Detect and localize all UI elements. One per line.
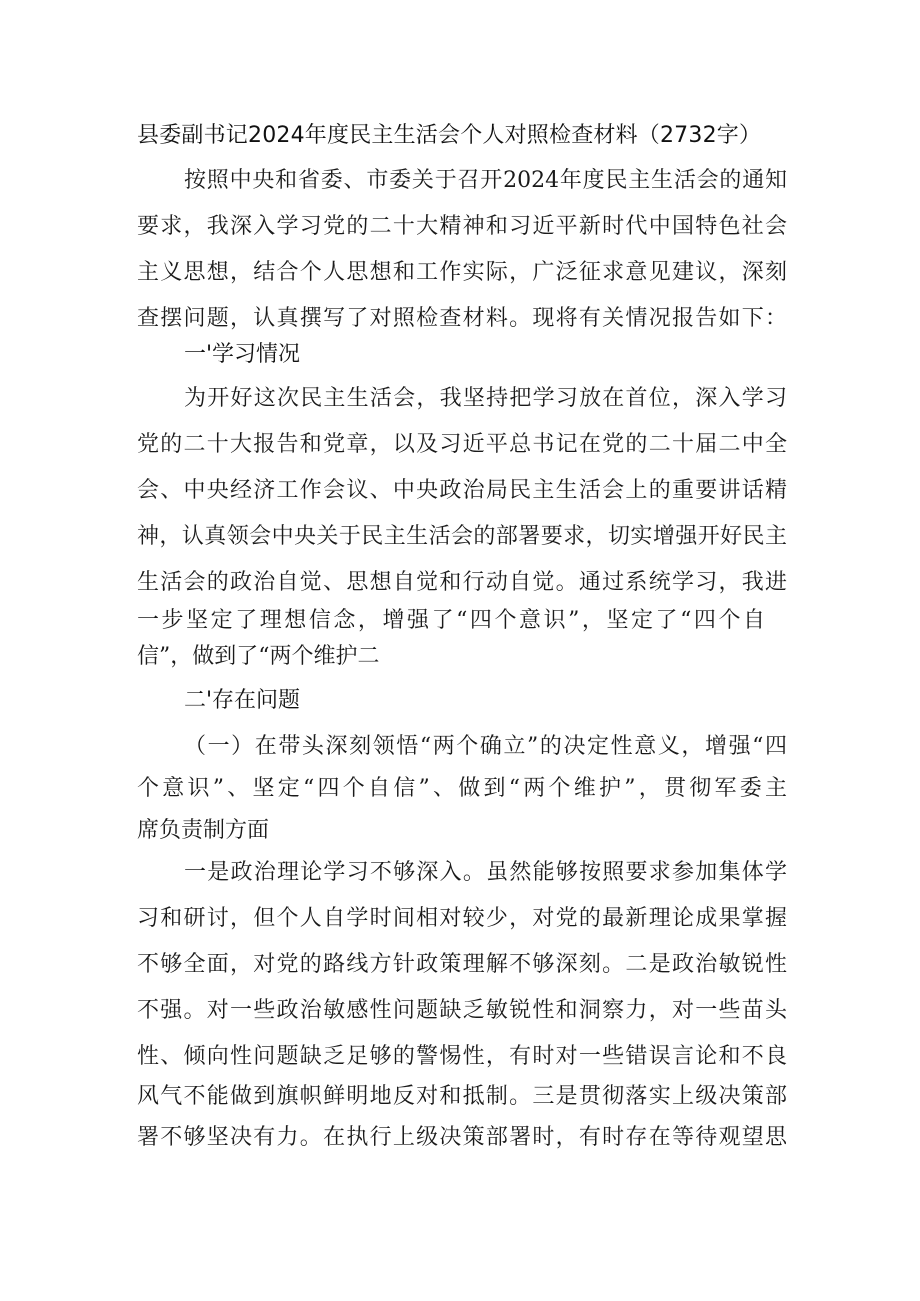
section1-line-6: 一步坚定了理想信念，增强了“四个意识”，坚定了“四个自 [137, 608, 765, 633]
section-heading-study: 一'学习情况 [184, 342, 301, 367]
subsection1-line-1: （一）在带头深刻领悟“两个确立”的决定性意义，增强“四 [184, 734, 787, 759]
section1-line-3: 会、中央经济工作会议、中央政治局民主生活会上的重要讲话精 [137, 478, 787, 503]
para2-line-4: 不强。对一些政治敏感性问题缺乏敏锐性和洞察力，对一些苗头 [137, 998, 787, 1023]
para2-line-5: 性、倾向性问题缺乏足够的警惕性，有时对一些错误言论和不良 [137, 1044, 787, 1069]
section1-line-1: 为开好这次民主生活会，我坚持把学习放在首位，深入学习 [184, 386, 787, 411]
document-title: 县委副书记2024年度民主生活会个人对照检查材料（2732字） [137, 123, 762, 148]
section1-line-7: 信”，做到了“两个维护二 [137, 644, 380, 669]
subsection1-line-2: 个意识”、坚定“四个自信”、做到“两个维护”，贯彻军委主 [137, 776, 787, 801]
intro-line-4: 查摆问题，认真撰写了对照检查材料。现将有关情况报告如下： [137, 306, 787, 331]
intro-line-1: 按照中央和省委、市委关于召开2024年度民主生活会的通知 [184, 168, 787, 193]
section1-line-5: 生活会的政治自觉、思想自觉和行动自觉。通过系统学习，我进 [137, 570, 787, 595]
section-heading-problems: 二'存在问题 [184, 688, 301, 713]
para2-line-3: 不够全面，对党的路线方针政策理解不够深刻。二是政治敏锐性 [137, 952, 787, 977]
subsection1-line-3: 席负责制方面 [137, 818, 270, 843]
section1-line-2: 党的二十大报告和党章，以及习近平总书记在党的二十届二中全 [137, 432, 787, 457]
intro-line-3: 主义思想，结合个人思想和工作实际，广泛征求意见建议，深刻 [137, 260, 787, 285]
para2-line-2: 习和研讨，但个人自学时间相对较少，对党的最新理论成果掌握 [137, 906, 787, 931]
para2-line-1: 一是政治理论学习不够深入。虽然能够按照要求参加集体学 [184, 860, 787, 885]
para2-line-7: 署不够坚决有力。在执行上级决策部署时，有时存在等待观望思 [137, 1125, 787, 1150]
para2-line-6: 风气不能做到旗帜鲜明地反对和抵制。三是贯彻落实上级决策部 [137, 1084, 787, 1109]
intro-line-2: 要求，我深入学习党的二十大精神和习近平新时代中国特色社会 [137, 214, 787, 239]
section1-line-4: 神，认真领会中央关于民主生活会的部署要求，切实增强开好民主 [137, 524, 787, 549]
